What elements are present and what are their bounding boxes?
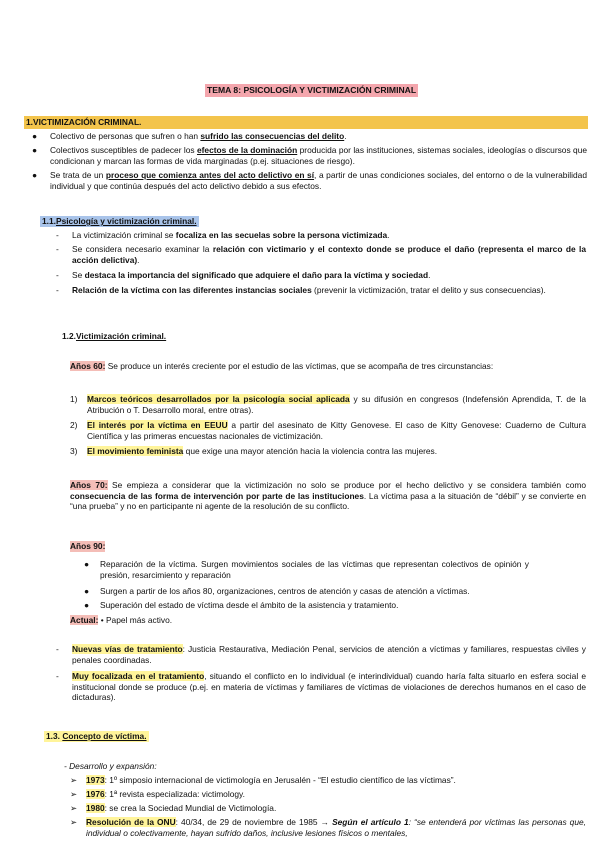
text: . La víctima pasa a la situación de “débil” y se convierte en “una prueba” y no en participante ni agente de la resolución de su conflicto. xyxy=(70,490,586,512)
text: a partir del asesinato de Kitty Genovese. El caso de Kitty Genovese: Cuaderno de Cultura Científica y las primeras encuestas nacionales de victimización. xyxy=(87,420,586,441)
numbered-item-2 xyxy=(70,420,586,441)
year: 1976 xyxy=(86,789,105,799)
text-emph: Muy focalizada en el tratamiento xyxy=(72,671,205,681)
number-marker: 2) xyxy=(70,420,78,430)
arrow-marker: ➢ xyxy=(70,789,78,799)
text: que exige una mayor atención hacia la violencia contra las mujeres. xyxy=(183,446,438,456)
year: 1980 xyxy=(86,803,105,813)
desarrollo-subheading xyxy=(64,761,157,772)
text: . xyxy=(344,131,347,141)
number-marker: 1) xyxy=(70,394,78,404)
timeline-item-1980 xyxy=(70,803,586,814)
s11-dash-3 xyxy=(56,270,586,281)
arrow-marker: ➢ xyxy=(70,817,78,827)
s1-bullet-2 xyxy=(32,145,587,166)
dash-marker: - xyxy=(56,270,59,280)
text: Se xyxy=(72,270,85,280)
text: y su difusión en congresos (Indefensión Aprendida, T. de la Atribución o T. Desarrollo moral, entre otras). xyxy=(87,394,586,415)
section-1-1-heading xyxy=(40,216,199,227)
s11-dash-2 xyxy=(56,244,586,265)
text: producida por las instituciones, sistemas sociales, ideologías o discursos que condicionan y marcan las formas de vida marginadas (p.ej. situaciones de riesgo). xyxy=(50,145,588,166)
text-emph: destaca la importancia del significado que adquiere el daño para la víctima y sociedad xyxy=(84,270,429,280)
dash-marker: - xyxy=(56,244,59,254)
bullet-marker: ● xyxy=(32,131,38,141)
s11-dash-4 xyxy=(56,285,586,296)
period-label: Años 70: xyxy=(70,480,108,490)
text: (prevenir la victimización, tratar el delito y sus consecuencias). xyxy=(311,285,546,295)
section-title: Victimización criminal. xyxy=(75,331,167,341)
text: Se trata de un xyxy=(50,170,106,180)
text-emph: El interés por la víctima en EEUU xyxy=(87,420,228,430)
bullet-marker: ● xyxy=(84,586,90,596)
text: Reparación de la víctima. Surgen movimientos sociales de las víctimas que representan colectivos de opinión y presión, resarcimiento y reparación xyxy=(100,559,529,580)
text: . xyxy=(137,254,140,265)
anos-90-label: Años 90: xyxy=(70,541,106,551)
tratamiento-dash-1 xyxy=(56,644,586,665)
text-emph: sufrido las consecuencias del delito xyxy=(200,131,345,141)
text: Se produce un interés creciente por el estudio de las víctimas, que se acompaña de tres circunstancias: xyxy=(105,361,494,371)
period-label: Años 60: xyxy=(70,361,106,371)
text: • Papel más activo. xyxy=(98,615,173,625)
dash-marker: - xyxy=(56,671,59,681)
bullet-marker: ● xyxy=(32,145,38,155)
section-number: 1.3. xyxy=(46,731,60,741)
numbered-item-3 xyxy=(70,446,586,457)
s1-bullet-3 xyxy=(32,170,587,191)
section-number: 1.2. xyxy=(62,331,76,341)
text: : “se entenderá por víctimas las personas que, individual o colectivamente, hayan sufrido daños, inclusive lesiones físicos o mentales, xyxy=(86,817,586,838)
actual-line xyxy=(70,615,172,626)
text: : 40/34, de 29 de noviembre de 1985 → xyxy=(175,817,333,827)
bullet-marker: ● xyxy=(84,600,90,610)
year: 1973 xyxy=(86,775,105,785)
text: Se considera necesario examinar la xyxy=(72,244,213,254)
text: , a partir de unas condiciones sociales, del entorno o de la vulnerabilidad individual y que continúa después del acto delictivo debido a sus efectos. xyxy=(50,170,587,191)
text-emph: El movimiento feminista xyxy=(87,446,184,456)
section-1-2-heading xyxy=(62,331,166,342)
text: : xyxy=(154,761,157,771)
timeline-item-1976 xyxy=(70,789,586,800)
section-title: Psicología y victimización criminal. xyxy=(55,216,197,226)
dash-marker: - xyxy=(56,644,59,654)
arrow-marker: ➢ xyxy=(70,803,78,813)
text: Surgen a partir de los años 80, organizaciones, centros de atención y casas de atención a víctimas. xyxy=(100,586,470,596)
number-marker: 3) xyxy=(70,446,78,456)
text: Colectivos susceptibles de padecer los xyxy=(50,145,197,155)
anos-90-bullet-2 xyxy=(84,586,584,597)
anos-70-paragraph xyxy=(70,480,586,512)
timeline-item-1973 xyxy=(70,775,586,786)
text: . xyxy=(428,270,431,280)
anos-60-paragraph xyxy=(70,361,586,372)
dash-marker: - xyxy=(56,285,59,295)
text-emph: efectos de la dominación xyxy=(196,145,298,155)
bullet-marker: ● xyxy=(32,170,38,180)
text-emph: relación con victimario y el contexto donde se produce el daño (representa el marco de la acción delictiva) xyxy=(72,244,586,265)
section-1-3-heading xyxy=(44,731,149,742)
text: , situando el conflicto en lo individual (e interindividual) cuando haría falta situarlo en esfera social e institucional donde se produce (p.ej. en materia de víctimas y familiares de víctimas de violaciones de derechos humanos en el caso de dictaduras). xyxy=(72,671,586,703)
tratamiento-dash-2 xyxy=(56,671,586,703)
text: : se crea la Sociedad Mundial de Victimología. xyxy=(104,803,277,813)
text-emph: Marcos teóricos desarrollados por la psicología social aplicada xyxy=(87,394,350,404)
text-emph: Nuevas vías de tratamiento xyxy=(72,644,183,654)
anos-90-bullet-3 xyxy=(84,600,584,611)
period-label: Actual: xyxy=(70,615,99,625)
section-number: 1.1. xyxy=(42,216,56,226)
page-title: TEMA 8: PSICOLOGÍA Y VICTIMIZACIÓN CRIMINAL xyxy=(207,85,417,95)
text-emph: consecuencia de las forma de intervención por parte de las instituciones xyxy=(70,490,364,501)
section-title: Concepto de víctima. xyxy=(62,731,147,741)
text: : 1º simposio internacional de victimología en Jerusalén - “El estudio científico de las víctimas”. xyxy=(104,775,456,785)
arrow-marker: ➢ xyxy=(70,775,78,785)
text-emph: Resolución de la ONU xyxy=(86,817,176,827)
s11-dash-1 xyxy=(56,230,586,241)
numbered-item-1 xyxy=(70,394,586,415)
section-1-heading: 1.VICTIMIZACIÓN CRIMINAL. xyxy=(24,116,588,129)
bullet-marker: ● xyxy=(84,559,90,569)
text-emph: Según el artículo 1 xyxy=(332,817,409,827)
text-emph: focaliza en las secuelas sobre la persona victimizada xyxy=(175,230,388,240)
text: . xyxy=(387,230,390,240)
text: La victimización criminal se xyxy=(72,230,176,240)
text: Colectivo de personas que sufren o han xyxy=(50,131,201,141)
timeline-item-onu xyxy=(70,817,586,838)
s1-bullet-1 xyxy=(32,131,587,142)
text: Se empieza a considerar que la victimización no solo se produce por el hecho delictivo y se considera también como xyxy=(107,480,586,490)
dash-marker: - xyxy=(56,230,59,240)
text-emph: proceso que comienza antes del acto delictivo en sí xyxy=(105,170,315,180)
anos-90-bullet-1 xyxy=(84,559,529,580)
text: - Desarrollo y expansión xyxy=(64,761,155,771)
text: Superación del estado de víctima desde el ámbito de la asistencia y tratamiento. xyxy=(100,600,399,610)
text: : Justicia Restaurativa, Mediación Penal, servicios de atención a víctimas y familiares, respuestas civiles y penales coordinadas. xyxy=(72,644,586,665)
text-emph: Relación de la víctima con las diferentes instancias sociales xyxy=(72,285,312,295)
text: : 1ª revista especializada: victimology. xyxy=(104,789,245,799)
